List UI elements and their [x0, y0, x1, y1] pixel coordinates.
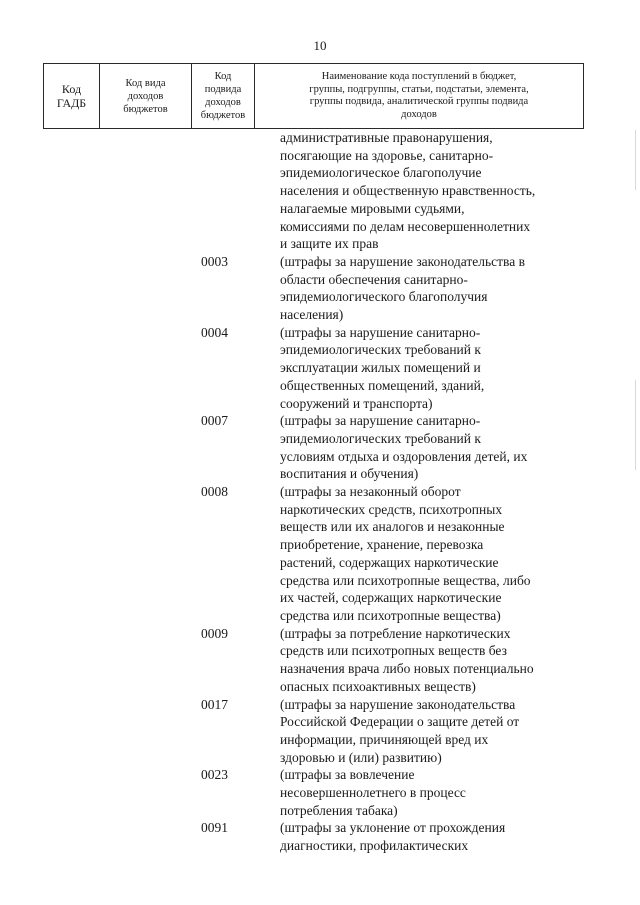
table-row: [0, 412, 640, 483]
table-row: [0, 819, 640, 854]
row-code: 0007: [201, 413, 228, 429]
table-body: [0, 129, 640, 855]
row-text: административные правонарушения, посягающие на здоровье, санитарно- эпидемиологическое благополучие населения и общественную нравственность, налагаемые мировыми судьями, комиссиями по делам несовершеннолетних и защите их прав: [280, 130, 536, 252]
row-text: (штрафы за нарушение законодательства в области обеспечения санитарно- эпидемиологического благополучия населения): [280, 253, 525, 323]
table-row: [0, 483, 640, 625]
row-code: 0009: [201, 625, 228, 641]
table-row: [0, 696, 640, 767]
scan-edge-mark: [635, 130, 636, 190]
row-text: (штрафы за потребление наркотических средств или психотропных веществ без назначения врача либо новых потенциально опасных психоактивных веществ): [280, 625, 534, 694]
header-gadb-code: Код ГАДБ: [44, 64, 100, 128]
row-text: (штрафы за уклонение от прохождения диагностики, профилактических: [280, 820, 506, 854]
table-row: [0, 766, 640, 819]
row-text: (штрафы за нарушение санитарно- эпидемиологических требований к эксплуатации жилых помещений и общественных помещений, зданий, сооружений и транспорта): [280, 324, 485, 411]
row-code: 0023: [201, 767, 228, 783]
table-header: [43, 63, 584, 129]
row-text: (штрафы за вовлечение несовершеннолетнего в процесс потребления табака): [280, 767, 466, 818]
header-name: Наименование кода поступлений в бюджет, группы, подгруппы, статьи, подстатьи, элемента, группы подвида, аналитической группы подвида доходов: [309, 71, 529, 120]
row-text: (штрафы за нарушение санитарно- эпидемиологических требований к условиям отдыха и оздоровления детей, их воспитания и обучения): [280, 413, 528, 482]
row-code: 0017: [201, 696, 228, 712]
table-row: [0, 129, 640, 253]
row-code: 0003: [201, 253, 228, 269]
scan-edge-mark: [635, 380, 636, 470]
header-income-subtype-code: Код подвида доходов бюджетов: [192, 64, 255, 128]
table-row: [0, 625, 640, 696]
header-income-type-code: Код вида доходов бюджетов: [100, 64, 192, 128]
page-number: 10: [313, 38, 327, 53]
row-text: (штрафы за незаконный оборот наркотических средств, психотропных веществ или их аналогов и незаконные приобретение, хранение, перевозка растений, содержащих наркотические средства или психотропные вещества, либо их частей, содержащих наркотические средства или психотропные вещества): [280, 484, 531, 623]
row-code: 0091: [201, 820, 228, 836]
row-text: (штрафы за нарушение законодательства Российской Федерации о защите детей от информации, причиняющей вред их здоровью и (или) развитию): [280, 696, 520, 765]
table-row: [0, 253, 640, 324]
row-code: 0008: [201, 484, 228, 500]
row-code: 0004: [201, 324, 228, 340]
table-row: [0, 324, 640, 413]
